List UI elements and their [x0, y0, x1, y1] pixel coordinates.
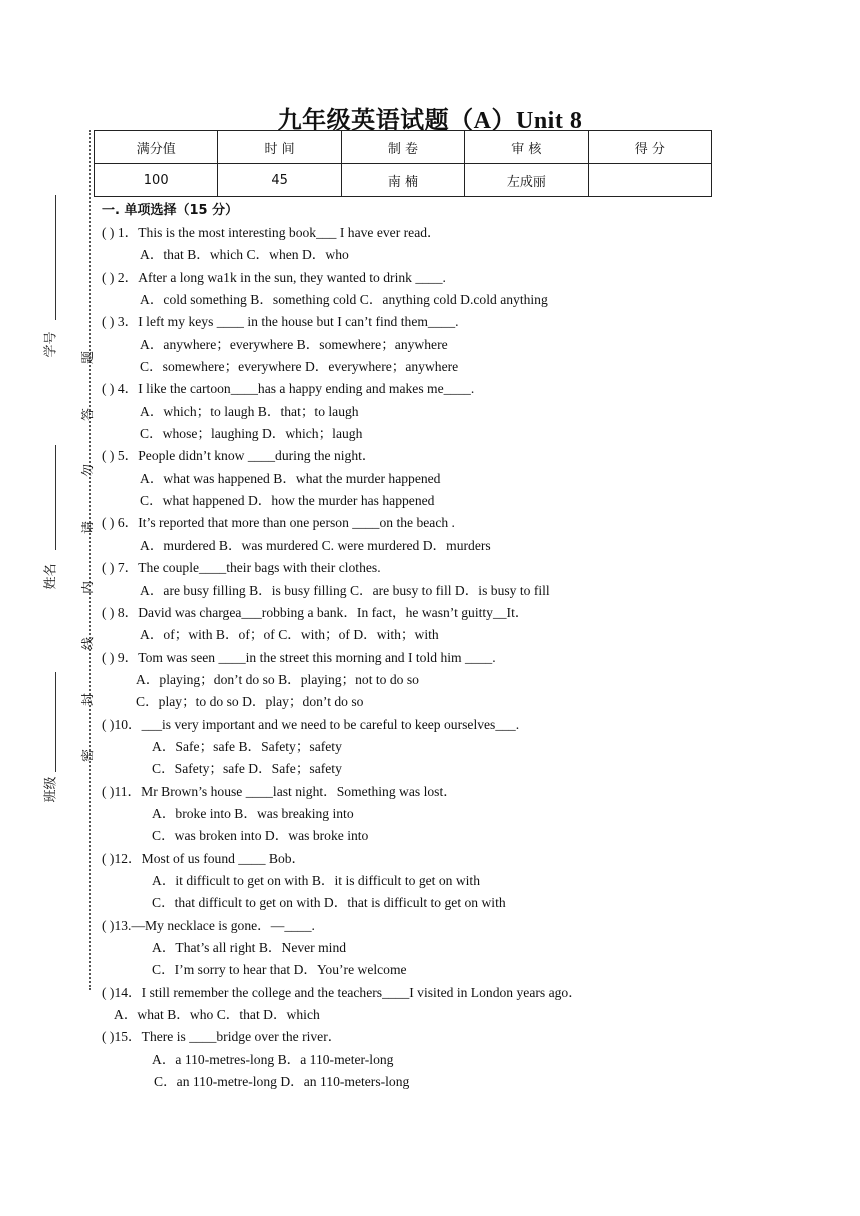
question-stem: ( )13.—My necklace is gone．—____.	[102, 917, 315, 933]
student-id-blank[interactable]	[55, 195, 56, 320]
question-stem: ( ) 9．Tom was seen ____in the street this morning and I told him ____.	[102, 649, 496, 665]
table-cell: 制 卷	[341, 131, 464, 164]
question-options: A．murdered B．was murdered C. were murdered D．murders	[140, 537, 491, 553]
seal-char: 请	[81, 520, 97, 535]
question-list	[102, 200, 742, 1093]
seal-char: 勿	[81, 463, 97, 478]
question-stem: ( )15．There is ____bridge over the river．	[102, 1029, 342, 1045]
question-stem: ( )14．I still remember the college and the teachers____I visited in London years ago．	[102, 984, 582, 1000]
question-stem: ( ) 8．David was chargea___robbing a bank．In fact，he wasn’t guitty__It．	[102, 604, 529, 620]
question-options: A．anywhere；everywhere B．somewhere；anywhere	[140, 336, 448, 352]
question-options: A．that B．which C．when D．who	[140, 247, 349, 263]
question-options: A．a 110-metres-long B．a 110-meter-long	[152, 1051, 394, 1067]
question-options: A．playing；don’t do so B．playing；not to do so	[136, 671, 419, 687]
question-options: C．that difficult to get on with D．that is difficult to get on with	[152, 895, 506, 911]
question-options: A．which；to laugh B．that；to laugh	[140, 403, 359, 419]
table-cell: 100	[95, 164, 218, 197]
class-blank[interactable]	[55, 672, 56, 772]
question-options: C．was broken into D．was broke into	[152, 828, 369, 844]
question-stem: ( )11．Mr Brown’s house ____last night．Something was lost．	[102, 783, 457, 799]
table-cell: 时 间	[218, 131, 341, 164]
info-table	[94, 130, 712, 197]
seal-char: 内	[81, 580, 97, 595]
question-stem: ( ) 1．This is the most interesting book___ I have ever read．	[102, 225, 441, 240]
question-stem: ( ) 4．I like the cartoon____has a happy ending and makes me____.	[102, 381, 475, 397]
question-options: C．whose；laughing D．which；laugh	[140, 426, 363, 442]
question-options: A．what was happened B．what the murder happened	[140, 470, 441, 486]
question-stem: ( ) 3．I left my keys ____ in the house but I can’t find them____.	[102, 314, 459, 330]
table-cell: 审 核	[465, 131, 588, 164]
question-options: A．are busy filling B．is busy filling C．are busy to fill D．is busy to fill	[140, 582, 550, 598]
name-blank[interactable]	[55, 445, 56, 550]
table-cell: 满分值	[95, 131, 218, 164]
question-options: A．That’s all right B．Never mind	[152, 940, 347, 955]
table-cell: 南 楠	[341, 164, 464, 197]
question-options: A．broke into B．was breaking into	[152, 805, 354, 821]
seal-char: 题	[81, 350, 97, 365]
table-header-row	[95, 131, 712, 164]
table-cell: 左成丽	[465, 164, 588, 197]
student-id-label: 学号	[43, 331, 59, 358]
question-options: C．Safety；safe D．Safe；safety	[152, 761, 342, 777]
question-options: C．somewhere；everywhere D．everywhere；anywhere	[140, 359, 459, 375]
seal-char: 线	[81, 636, 97, 651]
table-value-row	[95, 164, 712, 197]
question-options: A．what B．who C．that D．which	[114, 1007, 320, 1023]
question-stem: ( ) 6．It’s reported that more than one person ____on the beach .	[102, 515, 455, 531]
table-cell-score[interactable]	[588, 164, 711, 197]
name-label: 姓名	[43, 563, 59, 590]
page-title: 九年级英语试题（A）Unit 8	[277, 108, 583, 134]
question-options: A．cold something B．something cold C．anything cold D.cold anything	[140, 292, 548, 308]
question-stem: ( )12．Most of us found ____ Bob．	[102, 850, 306, 866]
question-stem: ( )10．___is very important and we need to be careful to keep ourselves___.	[102, 716, 520, 732]
question-stem: ( ) 7．The couple____their bags with their clothes.	[102, 560, 381, 576]
question-options: A．it difficult to get on with B．it is difficult to get on with	[152, 872, 480, 888]
seal-char: 密	[81, 748, 97, 763]
seal-char: 答	[81, 407, 97, 422]
question-options: A．of；with B．of；of C．with；of D．with；with	[140, 627, 439, 643]
table-cell: 得 分	[588, 131, 711, 164]
table-cell: 45	[218, 164, 341, 197]
question-stem: ( ) 5．People didn’t know ____during the night．	[102, 448, 376, 464]
question-options: C．I’m sorry to hear that D．You’re welcome	[152, 962, 407, 978]
seal-dotted-line	[89, 130, 91, 990]
question-stem: ( ) 2．After a long wa1k in the sun, they wanted to drink ____.	[102, 269, 446, 285]
question-options: A．Safe；safe B．Safety；safety	[152, 738, 342, 754]
question-options: C．an 110-metre-long D．an 110-meters-long	[154, 1074, 410, 1090]
question-options: C．play；to do so D．play；don’t do so	[136, 694, 364, 710]
question-options: C．what happened D．how the murder has happened	[140, 493, 435, 509]
section-title: 一. 单项选择（15 分）	[102, 203, 239, 218]
class-label: 班级	[43, 776, 59, 803]
seal-char: 封	[81, 692, 97, 707]
